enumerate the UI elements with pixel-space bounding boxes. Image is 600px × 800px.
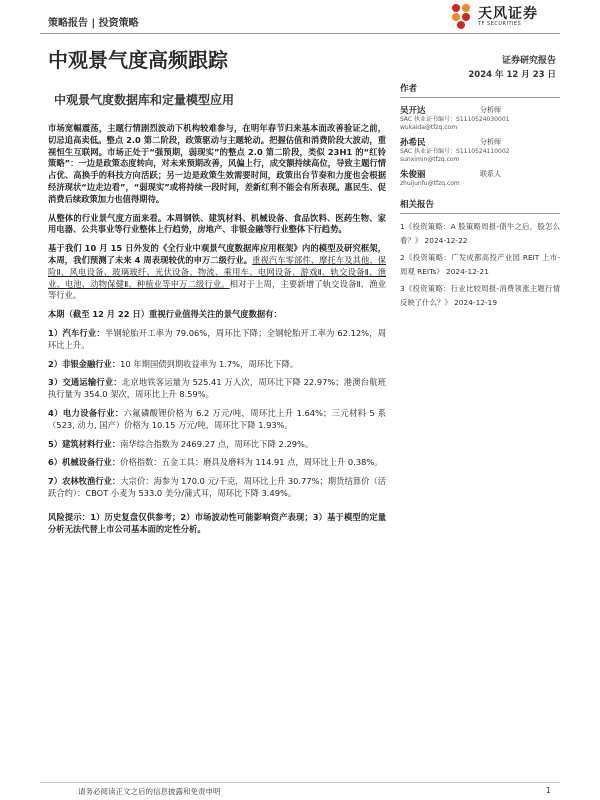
author-card — [400, 104, 560, 132]
author-email[interactable]: zhuijunfu@tfzq.com — [400, 180, 460, 187]
related-report-title[interactable]: 2《投资策略：广发成都高投产业园 REIT 上市-周观 REITs》 — [400, 253, 560, 276]
logo-subtext: TF SECURITIES — [478, 21, 522, 27]
author-name: 孙希民 — [400, 138, 426, 148]
item-text: 10 年期国债到期收益率为 1.7%，周环比下降。 — [120, 358, 299, 369]
item-text: 价格指数：五金工具：磨具及磨料为 114.91 点，周环比上升 0.38%。 — [120, 457, 383, 468]
item-text: 北京地铁客运量为 525.41 万人次，周环比下降 22.97%；港澳台航班执行量为 354.0 架次，周环比上升 8.59%。 — [48, 377, 386, 400]
related-heading: 相关报告 — [400, 198, 560, 214]
list-item — [48, 328, 386, 352]
item-label: 4）电力设备行业： — [48, 407, 124, 418]
author-role: 分析师 — [480, 138, 501, 146]
report-category: 策略报告 | 投资策略 — [48, 18, 139, 29]
footer-divider — [40, 782, 560, 783]
author-name: 吴开达 — [400, 106, 426, 116]
author-role: 分析师 — [480, 106, 501, 114]
summary-text: 市场宽幅震荡，主题行情剧烈波动下机构较难参与，在明年春节归来基本面改善验证之前，切忌追高卖低。整点 2.0 第二阶段，政策驱动与主题轮动。把握估值和消费阶段大波动，重视恒生互联网。市场正处于“强预期，弱现实”的整点 2.0 第二阶段，类似 23H1 的“红铃策略”：一边是政策态度转向，对未来预期改善，风偏上行，成交额持续高位，导致主题行情占优、高换手的科技方向活跃；另一边是政策生效需要时间，政策出台节奏和力度也会根据经济现状“边走边看”，“弱现实”或将持续一段时间，差新红利不能会有所表现。惠民生、促消费后续政策加力也值得期待。 — [48, 123, 386, 204]
related-report-item[interactable] — [400, 282, 560, 309]
related-report-item[interactable] — [400, 220, 560, 247]
paragraph-model — [48, 243, 386, 302]
sidebar — [400, 82, 560, 313]
item-text: 半钢轮胎开工率为 79.06%，周环比下降；全钢轮胎开工率为 62.12%，周环比上升。 — [48, 327, 386, 350]
model-intro-text: 基于我们 10 月 15 日外发的《全行业中观景气度数据库应用框架》内的模型及研究框架，本周，我们预测了未来 4 周表现较优的申万二级行业。 — [48, 243, 386, 265]
industry-trend-text: 从整体的行业景气度方面来看。本周钢铁、建筑材料、机械设备、食品饮料、医药生物、家用电器、公共事业等行业整体上行趋势，房地产、非银金融等行业整体下行趋势。 — [48, 212, 386, 235]
page-number: 1 — [546, 786, 551, 795]
related-report-title[interactable]: 3《投资策略：行业比较周报-消费领涨主题行情反映了什么？》 — [400, 284, 560, 307]
list-item — [48, 377, 386, 401]
author-card — [400, 136, 560, 164]
item-text: 六氟磷酸锂价格为 6.2 万元/吨，周环比上升 1.64%；三元材料 5 系（523, 动力, 国产）价格为 10.15 万元/吨，周环比下降 1.93%。 — [48, 407, 386, 430]
paragraph-risk — [48, 512, 386, 536]
item-label: 3）交通运输行业： — [48, 377, 122, 388]
item-label: 1）汽车行业： — [48, 327, 105, 338]
author-cert: SAC 执业证书编号：S1110524110002 — [400, 148, 510, 155]
related-report-title[interactable]: 1《投资策略：A 股策略周报-债牛之后，股怎么看？》 — [400, 222, 560, 245]
paragraph-industry-trend — [48, 213, 386, 237]
item-label: 7）农林牧渔行业： — [48, 476, 121, 487]
author-cert: SAC 执业证书编号：S1110524030001 — [400, 116, 510, 123]
author-role: 联系人 — [480, 170, 501, 178]
related-report-date: 2024-12-19 — [454, 297, 498, 307]
footer-disclaimer: 请务必阅读正文之后的信息披露和免责申明 — [78, 787, 221, 796]
related-report-date: 2024-12-22 — [424, 235, 468, 245]
item-label: 2）非银金融行业： — [48, 358, 121, 369]
authors-heading: 作者 — [400, 82, 560, 98]
logo-text: 天风证券 — [478, 6, 538, 22]
author-email[interactable]: sunximin@tfzq.com — [400, 156, 460, 163]
author-name: 朱俊丽 — [400, 170, 426, 180]
item-label: 5）建筑材料行业： — [48, 438, 121, 449]
item-text: 南华综合指数为 2469.27 点，周环比下降 2.29%。 — [120, 438, 314, 449]
risk-warning-text: 风险提示：1）历史复盘仅供参考；2）市场波动性可能影响资产表现；3）基于模型的定量分析无法代替上市公司基本面的定性分析。 — [48, 511, 386, 534]
list-item — [48, 439, 386, 451]
report-date: 2024 年 12 月 23 日 — [468, 70, 556, 80]
paragraph-data-intro — [48, 309, 386, 321]
report-body — [48, 123, 386, 542]
report-type: 证券研究报告 — [501, 56, 556, 66]
related-report-date: 2024-12-21 — [446, 266, 489, 276]
report-subtitle: 中观景气度数据库和定量模型应用 — [54, 93, 235, 107]
model-industries-text: 重视汽车零部件、摩托车及其他、保险Ⅱ、风电设备、玻璃玻纤、光伏设备、物流、乘用车、电网设备、游戏Ⅱ、轨交设备Ⅱ、渔业、电池、动物保健Ⅱ、种植业等申万二级行业。 — [48, 254, 386, 289]
related-report-item[interactable] — [400, 251, 560, 278]
header-divider — [40, 33, 560, 34]
report-title: 中观景气度高频跟踪 — [48, 48, 228, 72]
author-card — [400, 168, 560, 188]
model-change-text: 相对于上周，主要新增了轨交设备Ⅱ、渔业等行业。 — [48, 278, 386, 301]
item-text: 大宗价：海参为 170.0 元/千克，周环比上升 30.77%；期货结算价（活跃合约）：CBOT 小麦为 533.0 美分/蒲式耳，周环比下降 3.49%。 — [48, 476, 386, 498]
list-item — [48, 359, 386, 371]
author-email[interactable]: wukaida@tfzq.com — [400, 124, 458, 131]
item-label: 6）机械设备行业： — [48, 457, 121, 468]
list-item — [48, 457, 386, 469]
list-item — [48, 408, 386, 432]
paragraph-summary — [48, 123, 386, 206]
list-item — [48, 476, 386, 500]
data-intro-text: 本期（截至 12 月 22 日）重视行业值得关注的景气度数据有： — [48, 309, 282, 320]
